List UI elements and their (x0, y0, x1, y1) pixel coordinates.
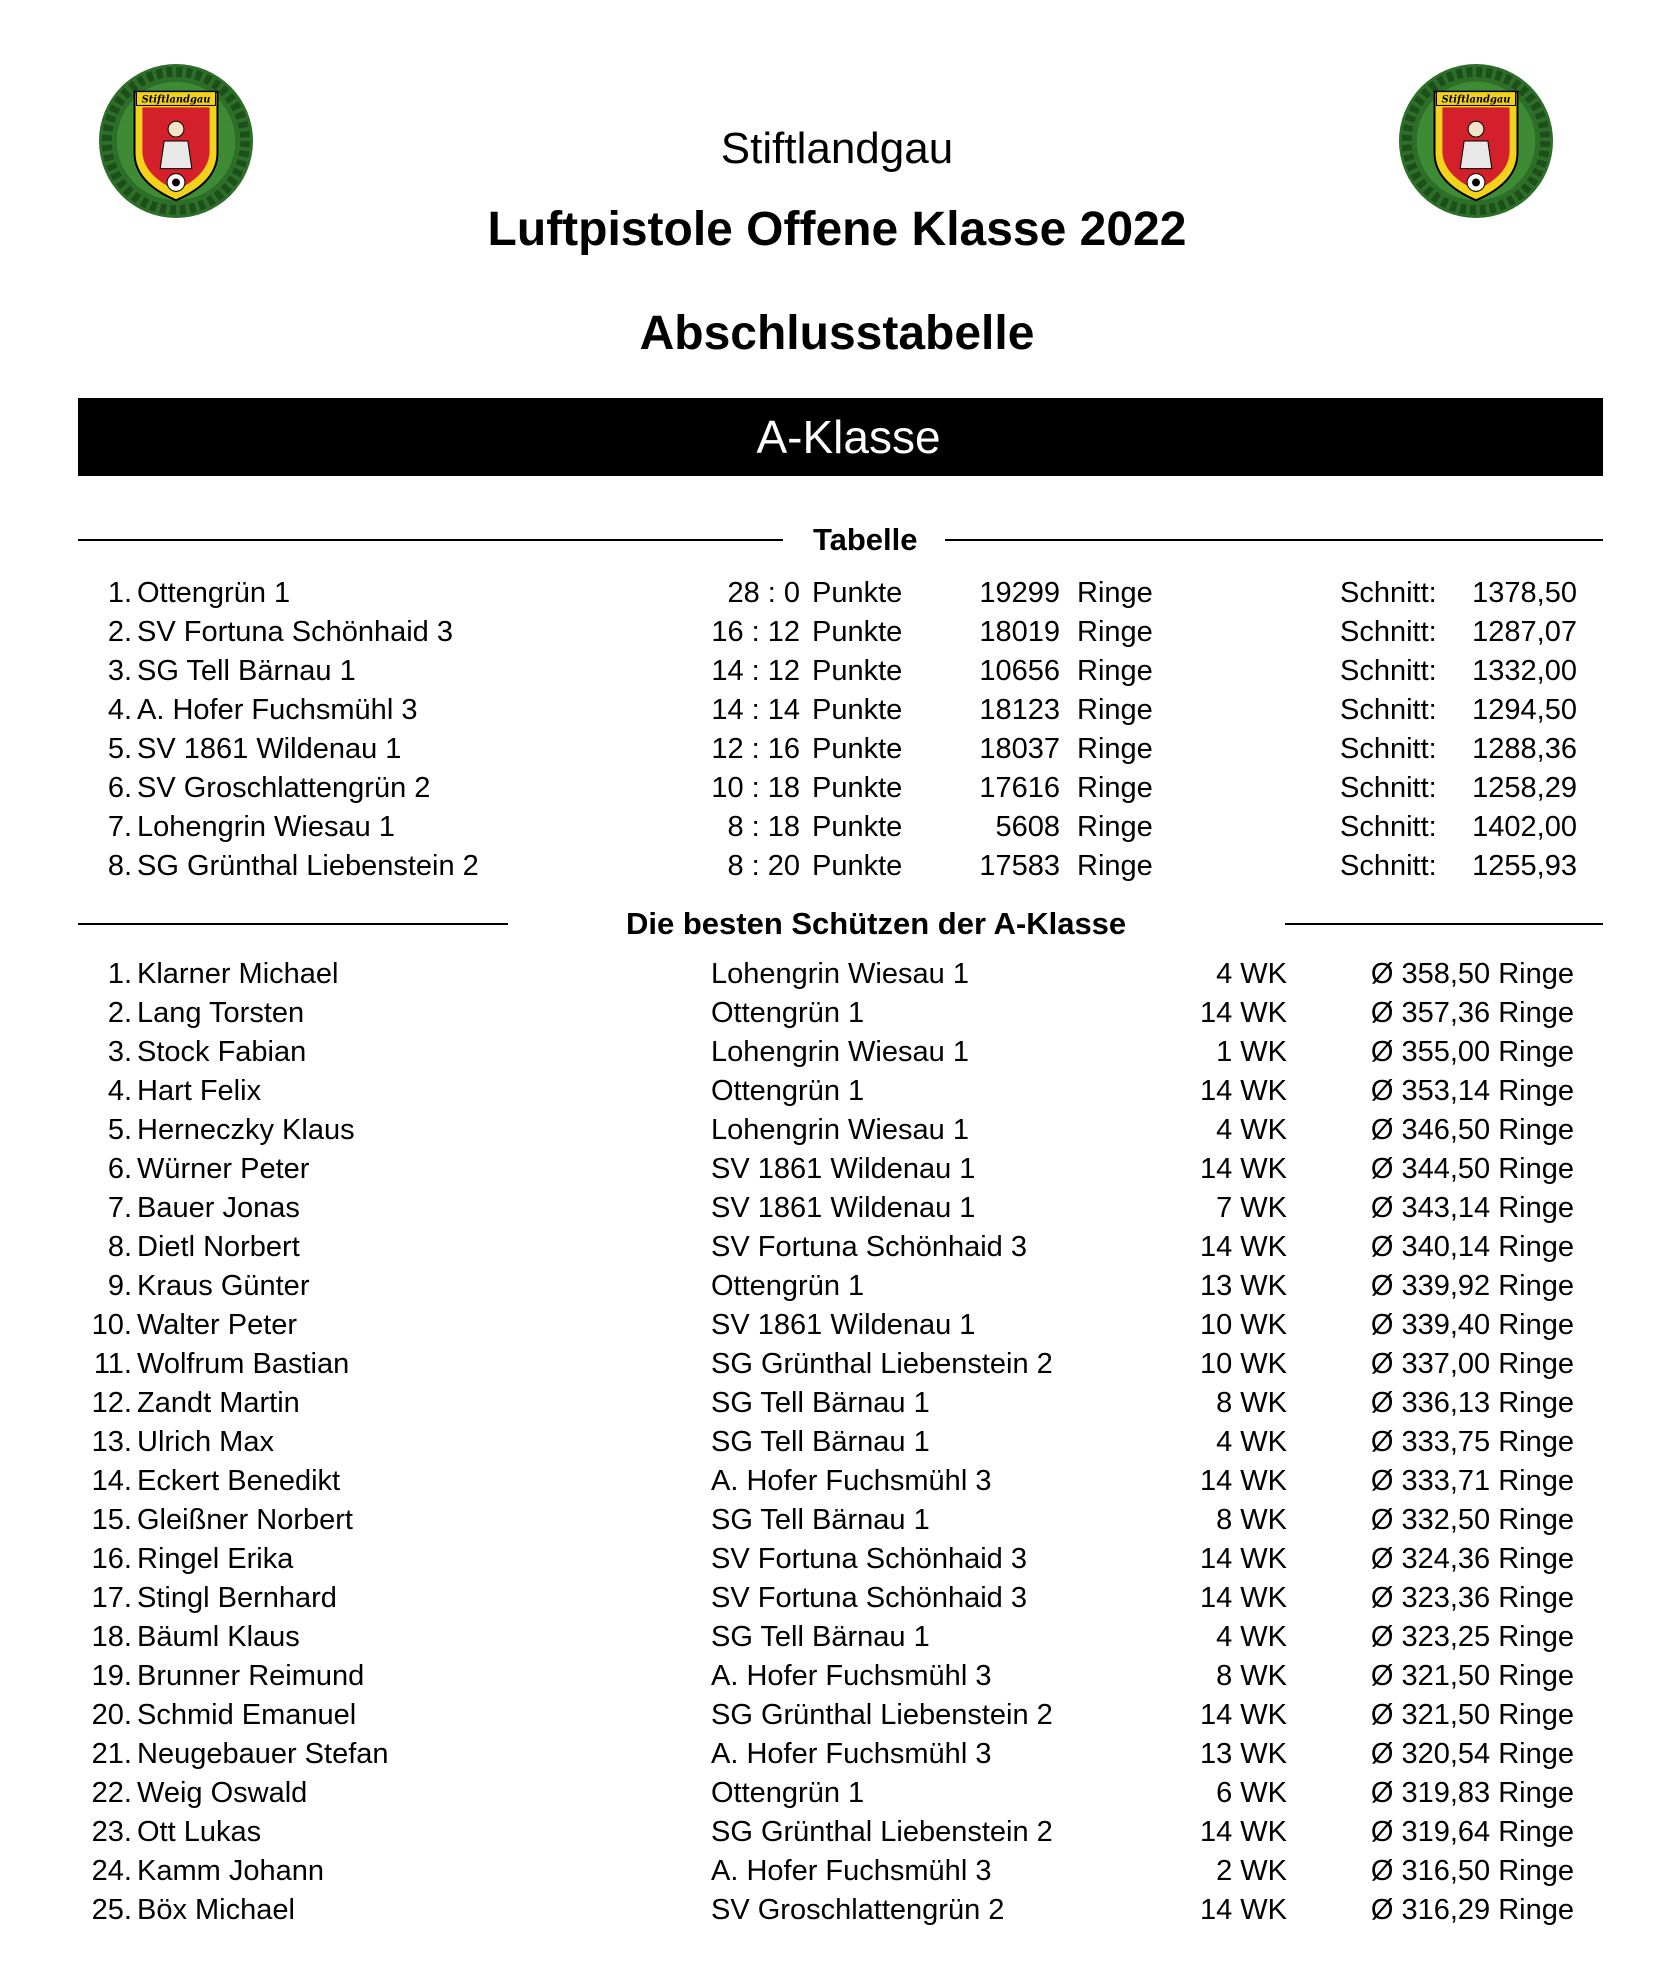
shooter-name: Ringel Erika (137, 1543, 294, 1575)
average-label: Schnitt: (1340, 694, 1437, 726)
competition-count: 14 WK (1199, 1894, 1287, 1926)
club-name: SG Grünthal Liebenstein 2 (711, 1348, 1053, 1380)
average-rings: Ø 339,92 Ringe (1370, 1270, 1574, 1302)
club-name: SV Groschlattengrün 2 (711, 1894, 1005, 1926)
shooter-name: Ott Lukas (137, 1816, 262, 1848)
match-score: 16 : 12 (711, 616, 800, 648)
divider (945, 539, 1603, 541)
shooter-name: Dietl Norbert (137, 1231, 300, 1263)
shooters-table (0, 955, 1654, 1930)
shooter-name: Klarner Michael (137, 958, 339, 990)
rank: 18. (91, 1621, 132, 1653)
match-score: 10 : 18 (711, 772, 800, 804)
table-section-heading (78, 520, 1603, 560)
points-label: Punkte (812, 733, 903, 765)
rank: 3. (107, 655, 132, 687)
average-rings: Ø 324,36 Ringe (1370, 1543, 1574, 1575)
average-label: Schnitt: (1340, 850, 1437, 882)
total-rings: 17616 (979, 772, 1060, 804)
average-value: 1287,07 (1472, 616, 1577, 648)
table-row (0, 652, 1654, 691)
total-rings: 10656 (979, 655, 1060, 687)
average-rings: Ø 332,50 Ringe (1370, 1504, 1574, 1536)
shooter-row (0, 1189, 1654, 1228)
shooter-row (0, 1891, 1654, 1930)
standings-table (0, 574, 1654, 886)
points-label: Punkte (812, 616, 903, 648)
organization-name: Stiftlandgau (720, 124, 954, 173)
average-label: Schnitt: (1340, 655, 1437, 687)
average-rings: Ø 321,50 Ringe (1370, 1660, 1574, 1692)
rings-label: Ringe (1077, 733, 1153, 765)
shooter-name: Wolfrum Bastian (137, 1348, 350, 1380)
competition-count: 10 WK (1199, 1348, 1287, 1380)
average-rings: Ø 353,14 Ringe (1370, 1075, 1574, 1107)
average-label: Schnitt: (1340, 811, 1437, 843)
rank: 2. (107, 997, 132, 1029)
rings-label: Ringe (1077, 772, 1153, 804)
rank: 20. (91, 1699, 132, 1731)
points-label: Punkte (812, 694, 903, 726)
average-rings: Ø 337,00 Ringe (1370, 1348, 1574, 1380)
competition-count: 4 WK (1216, 1114, 1287, 1146)
table-heading: Tabelle (813, 522, 918, 557)
competition-count: 13 WK (1199, 1270, 1287, 1302)
competition-count: 14 WK (1199, 1699, 1287, 1731)
club-name: A. Hofer Fuchsmühl 3 (711, 1465, 992, 1497)
shooter-row (0, 1384, 1654, 1423)
rank: 11. (93, 1348, 132, 1380)
shooter-name: Bäuml Klaus (137, 1621, 300, 1653)
club-name: SG Grünthal Liebenstein 2 (711, 1816, 1053, 1848)
club-name: SG Tell Bärnau 1 (711, 1504, 930, 1536)
shooter-row (0, 1618, 1654, 1657)
points-label: Punkte (812, 577, 903, 609)
shooter-name: Eckert Benedikt (137, 1465, 341, 1497)
average-rings: Ø 357,36 Ringe (1370, 997, 1574, 1029)
average-value: 1332,00 (1472, 655, 1577, 687)
points-label: Punkte (812, 655, 903, 687)
average-rings: Ø 333,71 Ringe (1370, 1465, 1574, 1497)
competition-count: 13 WK (1199, 1738, 1287, 1770)
average-rings: Ø 323,36 Ringe (1370, 1582, 1574, 1614)
divider (78, 923, 508, 925)
team-name: SV Groschlattengrün 2 (137, 772, 431, 804)
divider (78, 539, 783, 541)
club-name: A. Hofer Fuchsmühl 3 (711, 1738, 992, 1770)
average-rings: Ø 344,50 Ringe (1370, 1153, 1574, 1185)
competition-count: 14 WK (1199, 997, 1287, 1029)
shooters-section-heading (78, 904, 1603, 944)
rank: 6. (107, 1153, 132, 1185)
rank: 2. (107, 616, 132, 648)
rank: 8. (107, 850, 132, 882)
shooter-row (0, 1501, 1654, 1540)
shooter-name: Stingl Bernhard (137, 1582, 337, 1614)
average-rings: Ø 343,14 Ringe (1370, 1192, 1574, 1224)
shooter-row (0, 1579, 1654, 1618)
average-rings: Ø 355,00 Ringe (1370, 1036, 1574, 1068)
competition-count: 2 WK (1216, 1855, 1287, 1887)
shooter-name: Brunner Reimund (137, 1660, 365, 1692)
shooter-row (0, 1111, 1654, 1150)
shooter-name: Herneczky Klaus (137, 1114, 355, 1146)
rank: 1. (107, 958, 132, 990)
club-name: SV Fortuna Schönhaid 3 (711, 1543, 1027, 1575)
team-name: SG Tell Bärnau 1 (137, 655, 356, 687)
table-row (0, 574, 1654, 613)
shooter-name: Ulrich Max (137, 1426, 274, 1458)
average-value: 1258,29 (1472, 772, 1577, 804)
shooter-row (0, 1306, 1654, 1345)
rings-label: Ringe (1077, 577, 1153, 609)
table-row (0, 769, 1654, 808)
shooter-row (0, 1072, 1654, 1111)
shooter-name: Lang Torsten (137, 997, 305, 1029)
rank: 21. (91, 1738, 132, 1770)
average-rings: Ø 319,64 Ringe (1370, 1816, 1574, 1848)
average-value: 1288,36 (1472, 733, 1577, 765)
club-name: Ottengrün 1 (711, 1270, 865, 1302)
shooter-row (0, 1813, 1654, 1852)
average-label: Schnitt: (1340, 616, 1437, 648)
rank: 10. (91, 1309, 132, 1341)
rank: 17. (91, 1582, 132, 1614)
competition-count: 14 WK (1199, 1465, 1287, 1497)
points-label: Punkte (812, 772, 903, 804)
table-row (0, 613, 1654, 652)
shooter-row (0, 1345, 1654, 1384)
club-name: Lohengrin Wiesau 1 (711, 1036, 969, 1068)
club-name: A. Hofer Fuchsmühl 3 (711, 1855, 992, 1887)
club-name: SG Tell Bärnau 1 (711, 1621, 930, 1653)
rank: 24. (91, 1855, 132, 1887)
rings-label: Ringe (1077, 811, 1153, 843)
competition-count: 10 WK (1199, 1309, 1287, 1341)
shooter-row (0, 1774, 1654, 1813)
total-rings: 5608 (995, 811, 1060, 843)
shooter-row (0, 1696, 1654, 1735)
shooter-name: Bauer Jonas (137, 1192, 300, 1224)
average-rings: Ø 336,13 Ringe (1370, 1387, 1574, 1419)
competition-count: 8 WK (1216, 1504, 1287, 1536)
competition-count: 8 WK (1216, 1660, 1287, 1692)
average-value: 1255,93 (1472, 850, 1577, 882)
rank: 14. (91, 1465, 132, 1497)
rank: 1. (107, 577, 132, 609)
rank: 12. (91, 1387, 132, 1419)
average-rings: Ø 339,40 Ringe (1370, 1309, 1574, 1341)
club-name: A. Hofer Fuchsmühl 3 (711, 1660, 992, 1692)
rings-label: Ringe (1077, 616, 1153, 648)
club-name: SV Fortuna Schönhaid 3 (711, 1231, 1027, 1263)
shooter-name: Kraus Günter (137, 1270, 310, 1302)
average-value: 1294,50 (1472, 694, 1577, 726)
shooter-name: Walter Peter (137, 1309, 298, 1341)
club-name: Ottengrün 1 (711, 1777, 865, 1809)
table-row (0, 730, 1654, 769)
rank: 15. (91, 1504, 132, 1536)
average-rings: Ø 333,75 Ringe (1370, 1426, 1574, 1458)
competition-count: 7 WK (1216, 1192, 1287, 1224)
competition-count: 14 WK (1199, 1075, 1287, 1107)
shooter-name: Weig Oswald (137, 1777, 308, 1809)
average-rings: Ø 358,50 Ringe (1370, 958, 1574, 990)
rank: 22. (91, 1777, 132, 1809)
shooter-row (0, 1540, 1654, 1579)
match-score: 14 : 12 (711, 655, 800, 687)
total-rings: 18019 (979, 616, 1060, 648)
rank: 25. (91, 1894, 132, 1926)
svg-text:Stiftlandgau: Stiftlandgau (1441, 94, 1511, 106)
shooter-name: Neugebauer Stefan (137, 1738, 389, 1770)
rank: 5. (107, 1114, 132, 1146)
team-name: SG Grünthal Liebenstein 2 (137, 850, 479, 882)
rank: 9. (107, 1270, 132, 1302)
club-name: SG Grünthal Liebenstein 2 (711, 1699, 1053, 1731)
club-name: Lohengrin Wiesau 1 (711, 958, 969, 990)
shooter-row (0, 1267, 1654, 1306)
rank: 8. (107, 1231, 132, 1263)
average-value: 1378,50 (1472, 577, 1577, 609)
total-rings: 18123 (979, 694, 1060, 726)
shooter-name: Kamm Johann (137, 1855, 324, 1887)
competition-count: 6 WK (1216, 1777, 1287, 1809)
average-rings: Ø 320,54 Ringe (1370, 1738, 1574, 1770)
shooters-heading: Die besten Schützen der A-Klasse (626, 906, 1127, 941)
average-label: Schnitt: (1340, 772, 1437, 804)
rank: 4. (107, 694, 132, 726)
shooter-name: Zandt Martin (137, 1387, 300, 1419)
shooter-row (0, 1852, 1654, 1891)
points-label: Punkte (812, 850, 903, 882)
club-name: Ottengrün 1 (711, 1075, 865, 1107)
rank: 7. (107, 811, 132, 843)
shooter-name: Hart Felix (137, 1075, 262, 1107)
shooter-name: Gleißner Norbert (137, 1504, 353, 1536)
team-name: SV Fortuna Schönhaid 3 (137, 616, 453, 648)
shooter-name: Schmid Emanuel (137, 1699, 357, 1731)
average-rings: Ø 319,83 Ringe (1370, 1777, 1574, 1809)
rank: 13. (91, 1426, 132, 1458)
average-value: 1402,00 (1472, 811, 1577, 843)
shooter-name: Stock Fabian (137, 1036, 307, 1068)
team-name: A. Hofer Fuchsmühl 3 (137, 694, 418, 726)
shooter-name: Böx Michael (137, 1894, 295, 1926)
total-rings: 18037 (979, 733, 1060, 765)
club-name: SV 1861 Wildenau 1 (711, 1309, 976, 1341)
shooter-row (0, 1657, 1654, 1696)
competition-count: 14 WK (1199, 1543, 1287, 1575)
rings-label: Ringe (1077, 694, 1153, 726)
class-banner: A-Klasse (78, 398, 1603, 476)
club-name: SG Tell Bärnau 1 (711, 1387, 930, 1419)
match-score: 14 : 14 (711, 694, 800, 726)
team-name: Ottengrün 1 (137, 577, 291, 609)
club-name: SV 1861 Wildenau 1 (711, 1192, 976, 1224)
rank: 23. (91, 1816, 132, 1848)
shooter-row (0, 994, 1654, 1033)
rank: 5. (107, 733, 132, 765)
shooter-row (0, 955, 1654, 994)
team-name: SV 1861 Wildenau 1 (137, 733, 402, 765)
competition-count: 4 WK (1216, 1621, 1287, 1653)
team-name: Lohengrin Wiesau 1 (137, 811, 395, 843)
competition-count: 8 WK (1216, 1387, 1287, 1419)
average-rings: Ø 340,14 Ringe (1370, 1231, 1574, 1263)
average-label: Schnitt: (1340, 733, 1437, 765)
competition-count: 1 WK (1216, 1036, 1287, 1068)
competition-count: 14 WK (1199, 1816, 1287, 1848)
shooter-name: Würner Peter (137, 1153, 310, 1185)
total-rings: 19299 (979, 577, 1060, 609)
competition-count: 14 WK (1199, 1231, 1287, 1263)
shooter-row (0, 1228, 1654, 1267)
table-row (0, 808, 1654, 847)
table-row (0, 847, 1654, 886)
divider (1285, 923, 1603, 925)
average-rings: Ø 316,50 Ringe (1370, 1855, 1574, 1887)
average-rings: Ø 346,50 Ringe (1370, 1114, 1574, 1146)
shooter-row (0, 1735, 1654, 1774)
rank: 16. (91, 1543, 132, 1575)
shooter-row (0, 1033, 1654, 1072)
match-score: 8 : 18 (727, 811, 800, 843)
average-rings: Ø 323,25 Ringe (1370, 1621, 1574, 1653)
competition-count: 14 WK (1199, 1582, 1287, 1614)
club-name: SG Tell Bärnau 1 (711, 1426, 930, 1458)
rank: 6. (107, 772, 132, 804)
document-title: Luftpistole Offene Klasse 2022 (487, 203, 1187, 256)
club-name: Lohengrin Wiesau 1 (711, 1114, 969, 1146)
match-score: 8 : 20 (727, 850, 800, 882)
shooter-row (0, 1423, 1654, 1462)
competition-count: 14 WK (1199, 1153, 1287, 1185)
club-name: Ottengrün 1 (711, 997, 865, 1029)
average-label: Schnitt: (1340, 577, 1437, 609)
competition-count: 4 WK (1216, 1426, 1287, 1458)
match-score: 12 : 16 (711, 733, 800, 765)
rings-label: Ringe (1077, 655, 1153, 687)
rank: 7. (107, 1192, 132, 1224)
svg-text:Stiftlandgau: Stiftlandgau (141, 94, 211, 106)
club-name: SV 1861 Wildenau 1 (711, 1153, 976, 1185)
rank: 3. (107, 1036, 132, 1068)
rank: 4. (107, 1075, 132, 1107)
shooter-row (0, 1462, 1654, 1501)
shooter-row (0, 1150, 1654, 1189)
table-row (0, 691, 1654, 730)
total-rings: 17583 (979, 850, 1060, 882)
club-name: SV Fortuna Schönhaid 3 (711, 1582, 1027, 1614)
document-subtitle: Abschlusstabelle (639, 307, 1035, 360)
rings-label: Ringe (1077, 850, 1153, 882)
points-label: Punkte (812, 811, 903, 843)
rank: 19. (91, 1660, 132, 1692)
average-rings: Ø 316,29 Ringe (1370, 1894, 1574, 1926)
competition-count: 4 WK (1216, 958, 1287, 990)
average-rings: Ø 321,50 Ringe (1370, 1699, 1574, 1731)
match-score: 28 : 0 (727, 577, 800, 609)
